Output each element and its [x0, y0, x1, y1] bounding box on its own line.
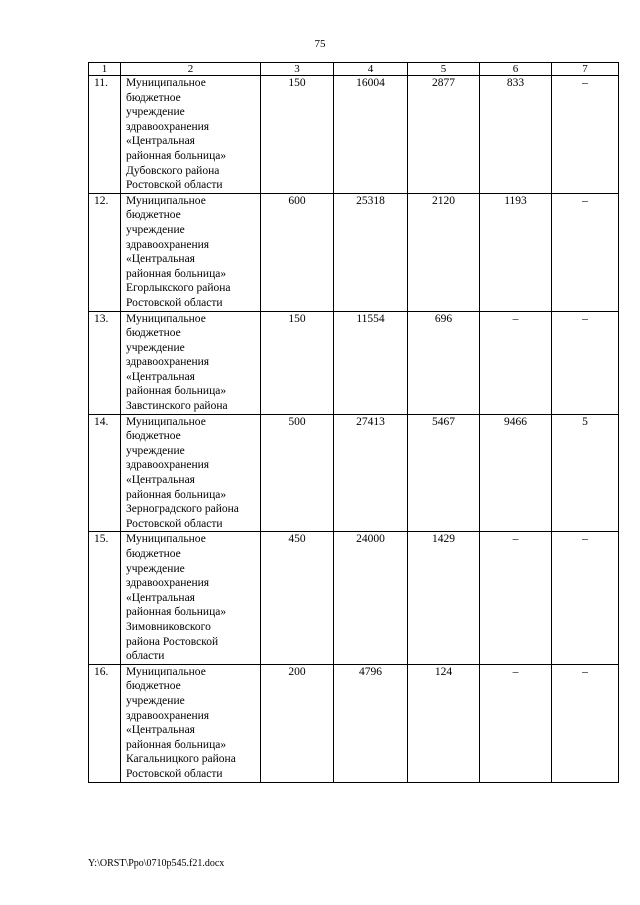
table-row: [89, 664, 619, 782]
cell-col6: –: [480, 664, 552, 782]
cell-col4: 11554: [334, 311, 408, 414]
cell-col5: 696: [408, 311, 480, 414]
table-row: [89, 414, 619, 532]
institution-name: Муниципальное бюджетное учреждение здравоохранения «Центральная районная больница» Дубовского района Ростовской области: [121, 76, 261, 194]
column-header: 2: [121, 63, 261, 76]
row-number: 16.: [89, 664, 121, 782]
cell-col3: 200: [261, 664, 334, 782]
institution-name: Муниципальное бюджетное учреждение здравоохранения «Центральная районная больница» Зимовниковского района Ростовской области: [121, 532, 261, 664]
row-number: 15.: [89, 532, 121, 664]
row-number: 11.: [89, 76, 121, 194]
cell-col7: –: [552, 532, 619, 664]
cell-col6: –: [480, 532, 552, 664]
cell-col3: 150: [261, 76, 334, 194]
cell-col4: 27413: [334, 414, 408, 532]
column-header: 1: [89, 63, 121, 76]
table-row: [89, 311, 619, 414]
column-header: 6: [480, 63, 552, 76]
cell-col4: 24000: [334, 532, 408, 664]
cell-col7: –: [552, 193, 619, 311]
cell-col6: –: [480, 311, 552, 414]
cell-col6: 9466: [480, 414, 552, 532]
column-header: 3: [261, 63, 334, 76]
cell-col7: –: [552, 664, 619, 782]
cell-col4: 4796: [334, 664, 408, 782]
cell-col5: 124: [408, 664, 480, 782]
table-row: [89, 76, 619, 194]
column-header: 4: [334, 63, 408, 76]
column-header: 5: [408, 63, 480, 76]
institution-name: Муниципальное бюджетное учреждение здравоохранения «Центральная районная больница» Завстинского района: [121, 311, 261, 414]
footer-file-path: Y:\ORST\Ppo\0710p545.f21.docx: [88, 858, 225, 869]
table-row: [89, 532, 619, 664]
cell-col5: 2877: [408, 76, 480, 194]
cell-col7: –: [552, 311, 619, 414]
cell-col4: 16004: [334, 76, 408, 194]
cell-col3: 450: [261, 532, 334, 664]
data-table: [88, 62, 619, 783]
cell-col6: 1193: [480, 193, 552, 311]
table-row: [89, 193, 619, 311]
row-number: 12.: [89, 193, 121, 311]
institution-name: Муниципальное бюджетное учреждение здравоохранения «Центральная районная больница» Зерноградского района Ростовской области: [121, 414, 261, 532]
cell-col6: 833: [480, 76, 552, 194]
cell-col5: 1429: [408, 532, 480, 664]
institution-name: Муниципальное бюджетное учреждение здравоохранения «Центральная районная больница» Егорлыкского района Ростовской области: [121, 193, 261, 311]
institution-name: Муниципальное бюджетное учреждение здравоохранения «Центральная районная больница» Кагальницкого района Ростовской области: [121, 664, 261, 782]
cell-col5: 2120: [408, 193, 480, 311]
row-number: 14.: [89, 414, 121, 532]
header-row: [89, 63, 619, 76]
page-number: 75: [314, 38, 326, 50]
cell-col3: 600: [261, 193, 334, 311]
row-number: 13.: [89, 311, 121, 414]
cell-col7: –: [552, 76, 619, 194]
cell-col7: 5: [552, 414, 619, 532]
cell-col4: 25318: [334, 193, 408, 311]
cell-col5: 5467: [408, 414, 480, 532]
cell-col3: 150: [261, 311, 334, 414]
column-header: 7: [552, 63, 619, 76]
cell-col3: 500: [261, 414, 334, 532]
